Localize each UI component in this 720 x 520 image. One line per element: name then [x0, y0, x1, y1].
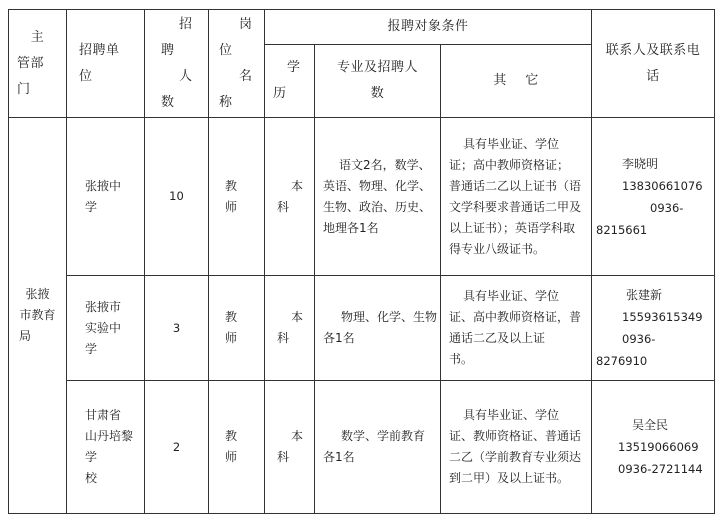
edu-cell: 本 科	[265, 381, 315, 514]
contact-cell: 张建新 15593615349 0936- 8276910	[592, 276, 715, 381]
header-unit: 招聘单 位	[67, 10, 145, 118]
header-post: 岗 位 名 称	[209, 10, 265, 118]
count-cell: 3	[145, 276, 209, 381]
header-count: 招 聘 人 数	[145, 10, 209, 118]
header-conditions: 报聘对象条件	[265, 10, 592, 45]
contact-cell: 吴全民 13519066069 0936-2721144	[592, 381, 715, 514]
post-cell: 教 师	[209, 118, 265, 276]
major-cell: 物理、化学、生物 各1名	[315, 276, 441, 381]
contact-name: 张建新	[626, 288, 663, 302]
other-cell: 具有毕业证、学位 证、教师资格证、普通话 二乙（学前教育专业须达 到二甲）及以上证书。	[441, 381, 592, 514]
unit-cell: 张掖中 学	[67, 118, 145, 276]
header-other: 其 它	[441, 45, 592, 118]
count-cell: 2	[145, 381, 209, 514]
other-cell: 具有毕业证、学位 证、高中教师资格证，普 通话二乙及以上证 书。	[441, 276, 592, 381]
contact-cell: 李晓明 13830661076 0936- 8215661	[592, 118, 715, 276]
count-cell: 10	[145, 118, 209, 276]
contact-name: 吴全民	[632, 418, 669, 432]
dept-cell: 张掖 市教育 局	[9, 118, 67, 514]
contact-phone: 13830661076	[622, 178, 703, 193]
header-major: 专业及招聘人 数	[315, 45, 441, 118]
header-edu: 学 历	[265, 45, 315, 118]
post-cell: 教 师	[209, 276, 265, 381]
major-cell: 语文2名，数学、 英语、物理、化学、 生物、政治、历史、 地理各1名	[315, 118, 441, 276]
contact-phone: 13519066069	[618, 440, 699, 454]
recruitment-table	[8, 9, 715, 514]
post-cell: 教 师	[209, 381, 265, 514]
other-cell: 具有毕业证、学位 证；高中教师资格证； 普通话二乙以上证书（语 文学科要求普通话二甲及 以上证书）；英语学科取 得专业八级证书。	[441, 118, 592, 276]
unit-cell: 甘肃省 山丹培黎学 校	[67, 381, 145, 514]
major-cell: 数学、学前教育 各1名	[315, 381, 441, 514]
contact-phone: 15593615349	[622, 310, 703, 324]
header-dept: 主 管部 门	[9, 10, 67, 118]
edu-cell: 本 科	[265, 276, 315, 381]
unit-cell: 张掖市 实验中 学	[67, 276, 145, 381]
edu-cell: 本 科	[265, 118, 315, 276]
header-contact: 联系人及联系电 话	[592, 10, 715, 118]
contact-name: 李晓明	[622, 156, 659, 171]
